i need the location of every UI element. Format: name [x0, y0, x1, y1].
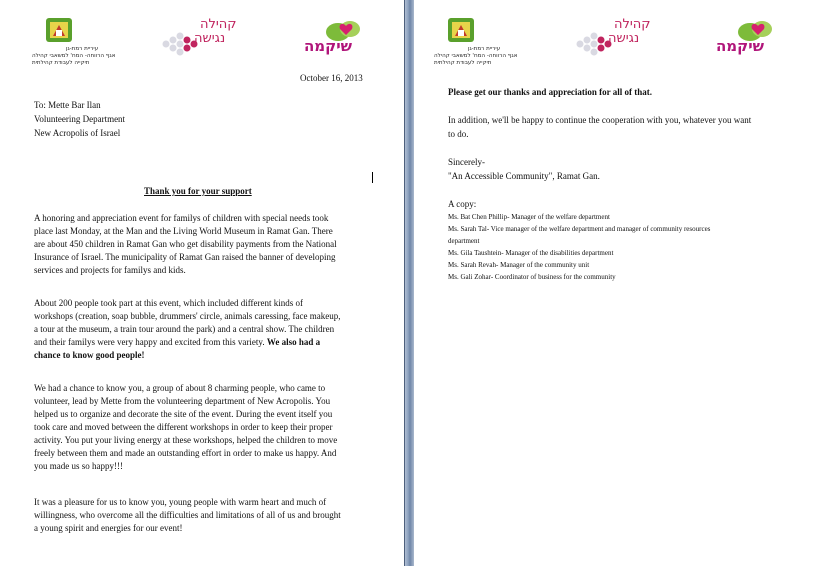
municipality-text	[32, 46, 132, 67]
cooperation-line: to do.	[448, 129, 469, 139]
letterhead	[0, 12, 404, 72]
shikma-logo	[298, 20, 368, 60]
bold-fragment: We also had a	[266, 337, 321, 347]
shikma-logo	[710, 20, 780, 60]
text-line: A honoring and appreciation event for familys of children with special needs took	[34, 213, 329, 223]
text-line: services and projects for familys and kids.	[34, 265, 186, 275]
copy-item: Ms. Gila Taushtein- Manager of the disabilities department	[448, 249, 614, 257]
kehila-word: קהילה	[614, 17, 651, 32]
document-page-1	[0, 0, 404, 566]
document-page-2	[414, 0, 818, 566]
copy-title: A copy:	[448, 199, 477, 209]
copy-item: Ms. Bat Chen Phillip- Manager of the welfare department	[448, 213, 610, 221]
hebrew-line: תיקייה לעבודת קהילתית	[32, 60, 90, 66]
copy-item: Ms. Sarah Tal- Vice manager of the welfare department and manager of community resources	[448, 225, 711, 233]
municipality-emblem-icon	[45, 16, 73, 44]
copy-item: Ms. Gali Zohar- Coordinator of business for the community	[448, 273, 616, 281]
closing-salutation: Sincerely-	[448, 157, 485, 167]
text-line: freely between them and made an outstanding effort in order to make us happy. And	[34, 448, 337, 458]
text-line: volunteer, lead by Mette from the volunteering department of New Acropolis. You	[34, 396, 331, 406]
shikma-word: שיקמה	[716, 37, 764, 55]
text-line: It was a pleasure for us to know you, young people with warm heart and much of	[34, 497, 327, 507]
negisha-word: נגישה	[194, 31, 226, 46]
thanks-line: Please get our thanks and appreciation for all of that.	[448, 87, 653, 97]
text-line: a tour at the museum, a train tour around the park) and a central show. The children	[34, 324, 335, 334]
municipality-emblem-icon	[447, 16, 475, 44]
hebrew-line: תיקייה לעבודת קהילתית	[434, 60, 492, 66]
cooperation-line: In addition, we'll be happy to continue the cooperation with you, whatever you want	[448, 115, 752, 125]
recipient-line: New Acropolis of Israel	[34, 128, 121, 138]
page-edge	[404, 0, 405, 566]
page-gutter	[404, 0, 414, 566]
letter-subject: Thank you for your support	[144, 186, 252, 196]
paragraph-2	[34, 297, 374, 362]
text-line: a young spirit and energies for our event!	[34, 523, 183, 533]
text-line: you made us so happy!!!	[34, 461, 123, 471]
text-line: place last Monday, at the Man and the Living World Museum in Ramat Gan. There	[34, 226, 333, 236]
signature: "An Accessible Community", Ramat Gan.	[448, 171, 600, 181]
accessible-community-logo	[160, 18, 240, 58]
paragraph-4	[34, 496, 374, 535]
text-line: willingness, who overcome all the difficulties and limitations of all of us and brought	[34, 510, 341, 520]
hebrew-line: עיריית רמת-גן	[467, 46, 501, 52]
negisha-word: נגישה	[608, 31, 640, 46]
recipient-line: To: Mette Bar Ilan	[34, 100, 101, 110]
accessible-community-logo	[574, 18, 654, 58]
text-line: activity. You put your living energy at these workshops, helped the children to move	[34, 435, 338, 445]
text-line: helped us to organize and decorate the site of the event. During the event itself you	[34, 409, 333, 419]
paragraph-3	[34, 382, 374, 473]
shikma-word: שיקמה	[304, 37, 352, 55]
paragraph-1	[34, 212, 374, 277]
hebrew-line: עיריית רמת-גן	[65, 46, 99, 52]
letter-date: October 16, 2013	[300, 73, 363, 83]
copy-item: Ms. Sarah Revah- Manager of the community unit	[448, 261, 590, 269]
text-line: are about 450 children in Ramat Gan who get disability payments from the National	[34, 239, 337, 249]
text-line: workshops (creation, soap bubble, drummers' circle, animals caressing, face makeup,	[34, 311, 341, 321]
text-line	[34, 336, 374, 349]
copy-item: department	[448, 237, 480, 245]
text-line: We had a chance to know you, a group of about 8 charming people, who came to	[34, 383, 326, 393]
text-line: Insurance of Israel. The municipality of Ramat Gan raised the banner of developing	[34, 252, 336, 262]
text-fragment: and their familys were very happy and excited from this variety.	[34, 337, 265, 347]
text-line: chance to know good people!	[34, 350, 145, 360]
hebrew-line: אגף הרווחה- המח' למשאבי קהילה	[32, 53, 116, 59]
municipality-text	[434, 46, 534, 67]
text-line: About 200 people took part at this event, which included different kinds of	[34, 298, 304, 308]
letterhead	[414, 12, 818, 72]
recipient-line: Volunteering Department	[34, 114, 126, 124]
text-cursor[interactable]	[372, 172, 373, 183]
kehila-word: קהילה	[200, 17, 237, 32]
text-line: took care and moved between the different workshops in order to keep their proper	[34, 422, 333, 432]
hebrew-line: אגף הרווחה- המח' למשאבי קהילה	[434, 53, 518, 59]
